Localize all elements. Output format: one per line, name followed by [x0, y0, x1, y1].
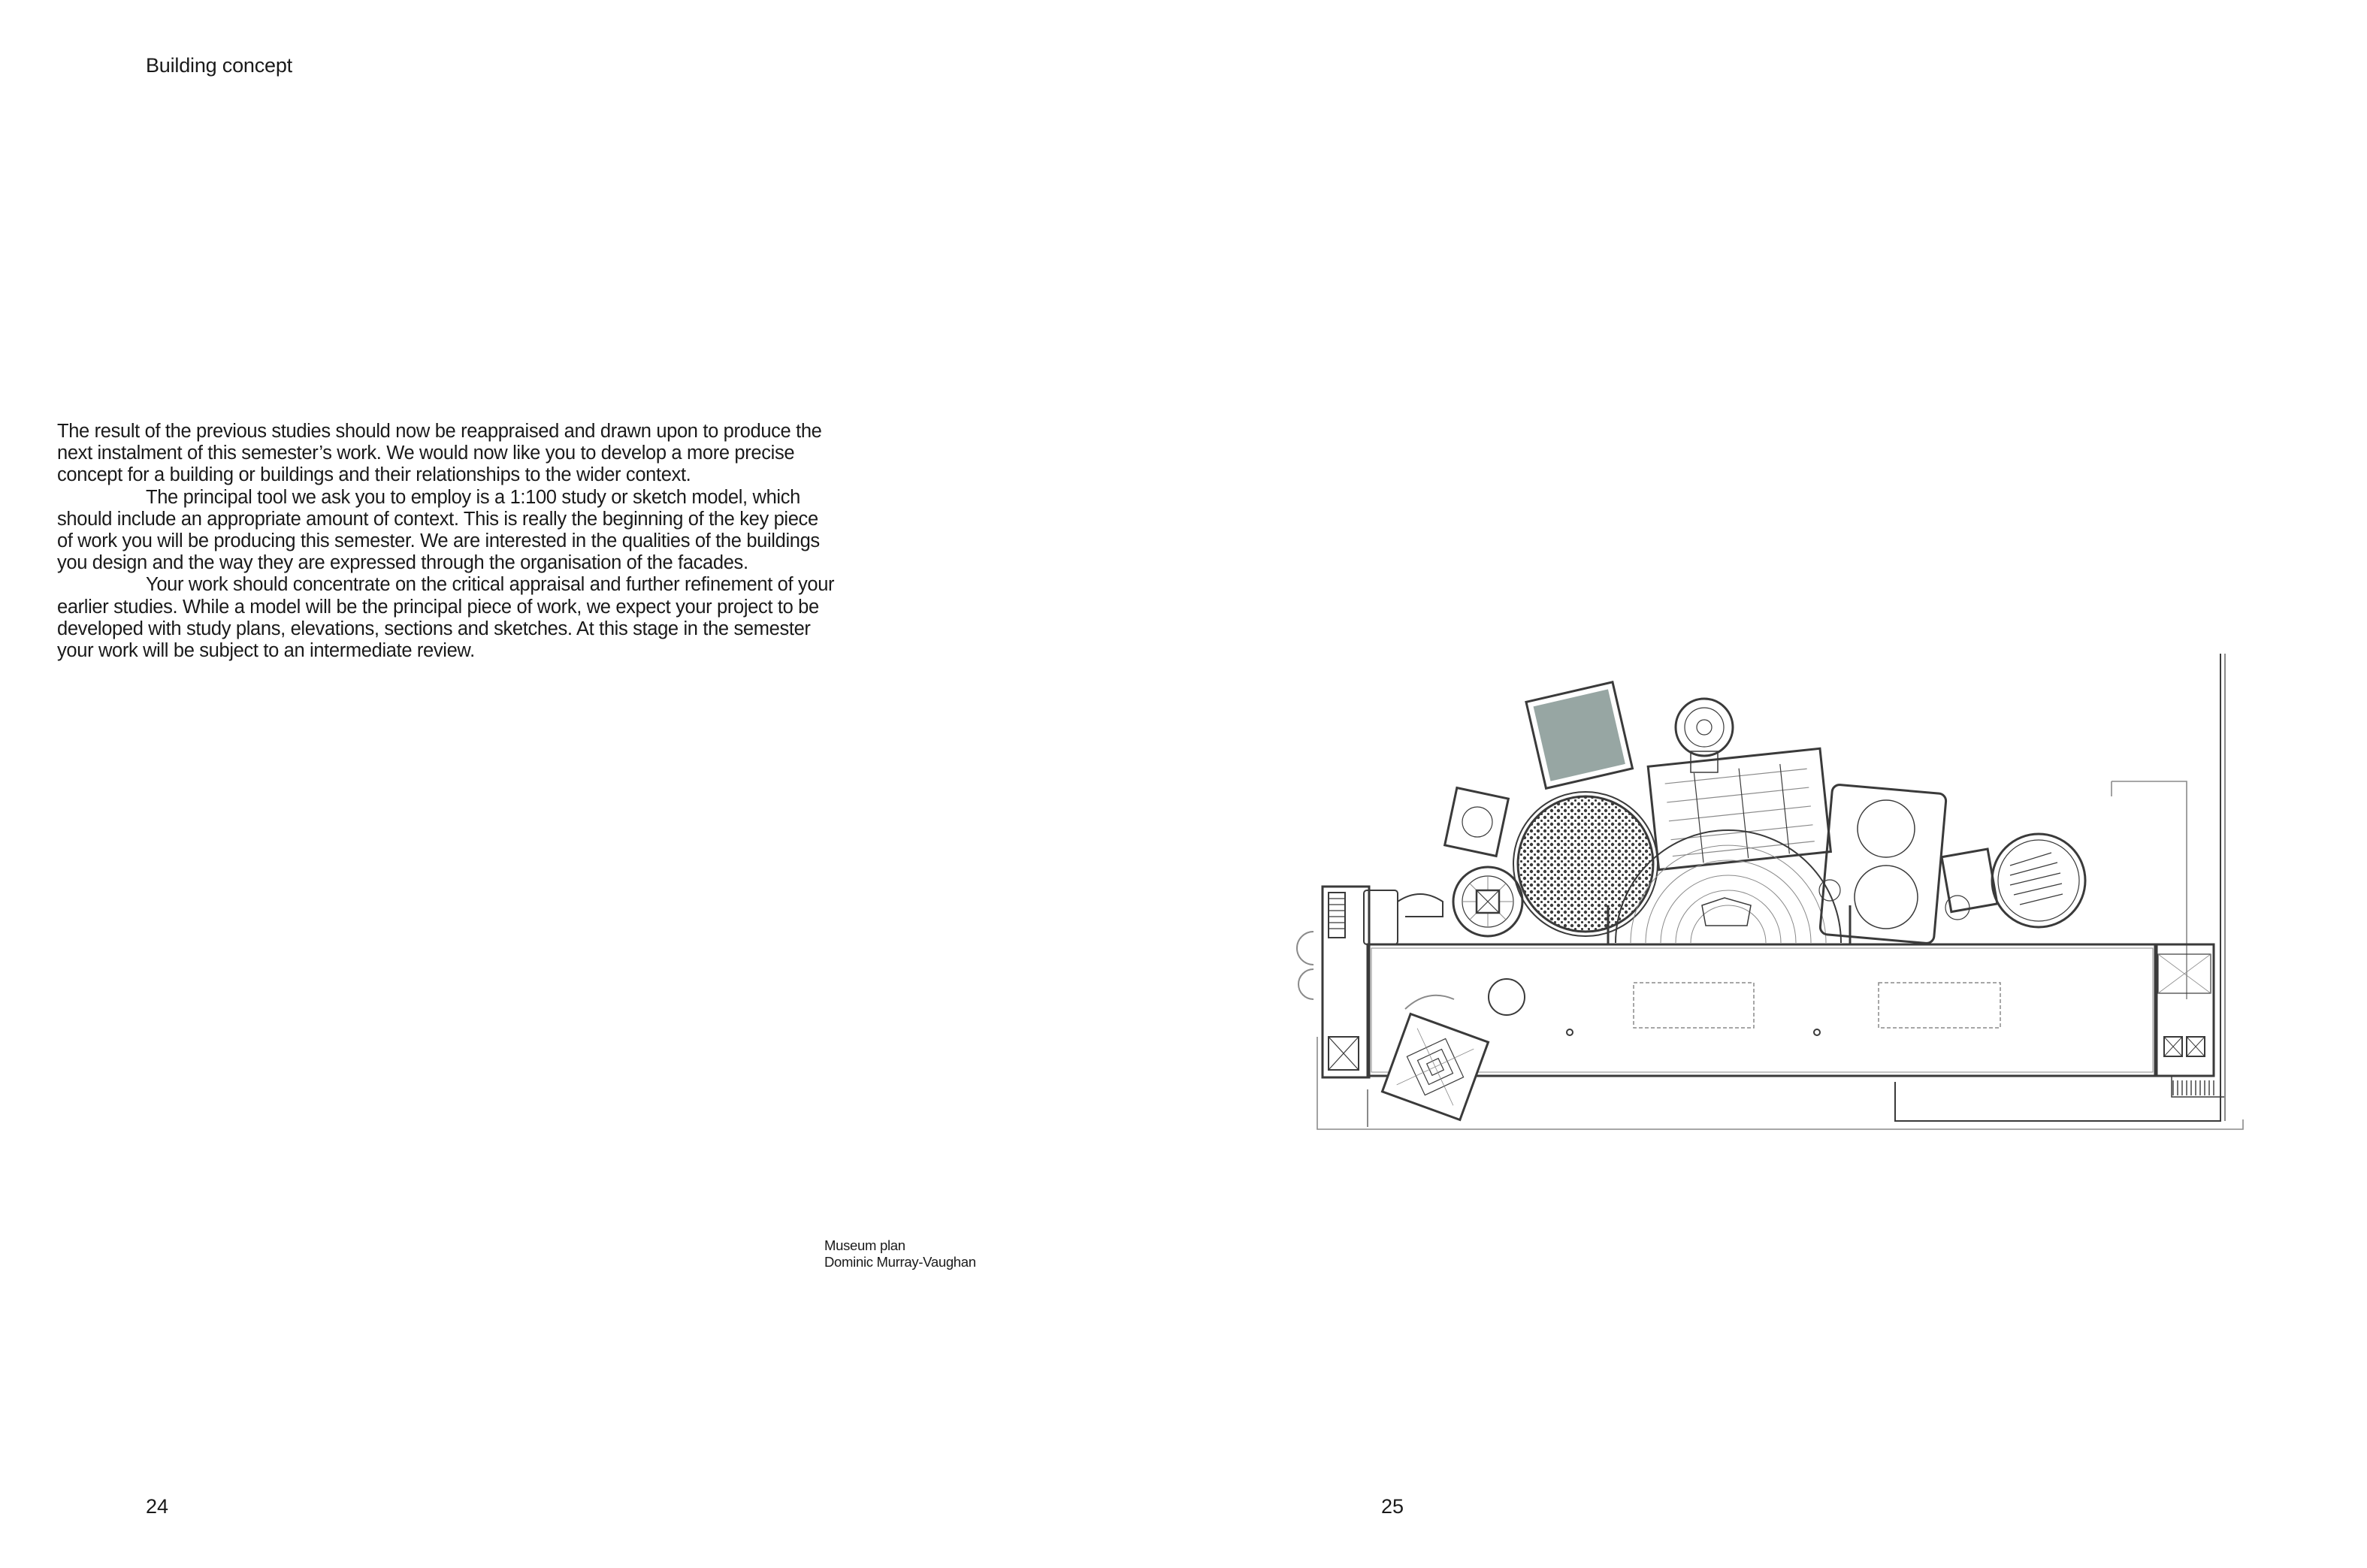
gallery-display-2: [1879, 983, 2000, 1028]
site-boundary: [1895, 654, 2220, 1121]
northwest-pavilion: [1445, 788, 1509, 857]
figure-caption: [824, 1237, 976, 1270]
library-stack-room: [1648, 748, 1830, 869]
running-head: Building concept: [146, 54, 292, 77]
caption-title: Museum plan: [824, 1237, 905, 1253]
museum-plan-svg: [1292, 646, 2269, 1157]
main-gallery: [1368, 944, 2157, 1076]
page-number-left: 24: [146, 1495, 169, 1518]
lecture-rotunda: [1992, 834, 2085, 927]
museum-plan-drawing: [1292, 646, 2269, 1157]
dotted-drum-room: [1518, 796, 1653, 932]
gallery-display-1: [1634, 983, 1754, 1028]
body-text: [57, 421, 839, 662]
paragraph-3: Your work should concentrate on the critical appraisal and further refinement of your earlier studies. While a model will be the principal piece of work, we expect your project to be developed with study plans, elevations, sections and sketches. At this stage in the semester your work will be subject to an intermediate review.: [57, 574, 835, 662]
paragraph-2: The principal tool we ask you to employ is a 1:100 study or sketch model, which should include an appropriate amount of context. This is really the beginning of the key piece of work you will be producing this semester. We are interested in the qualities of the buildings you design and the way they are expressed through the organisation of the facades.: [57, 486, 820, 574]
caption-author: Dominic Murray-Vaughan: [824, 1254, 976, 1270]
paragraph-1: The result of the previous studies should now be reappraised and drawn upon to produce the next instalment of this semester’s work. We would now like you to develop a more precise concept for a building or buildings and their relationships to the wider context.: [57, 421, 822, 486]
page-number-right: 25: [1381, 1495, 1404, 1518]
